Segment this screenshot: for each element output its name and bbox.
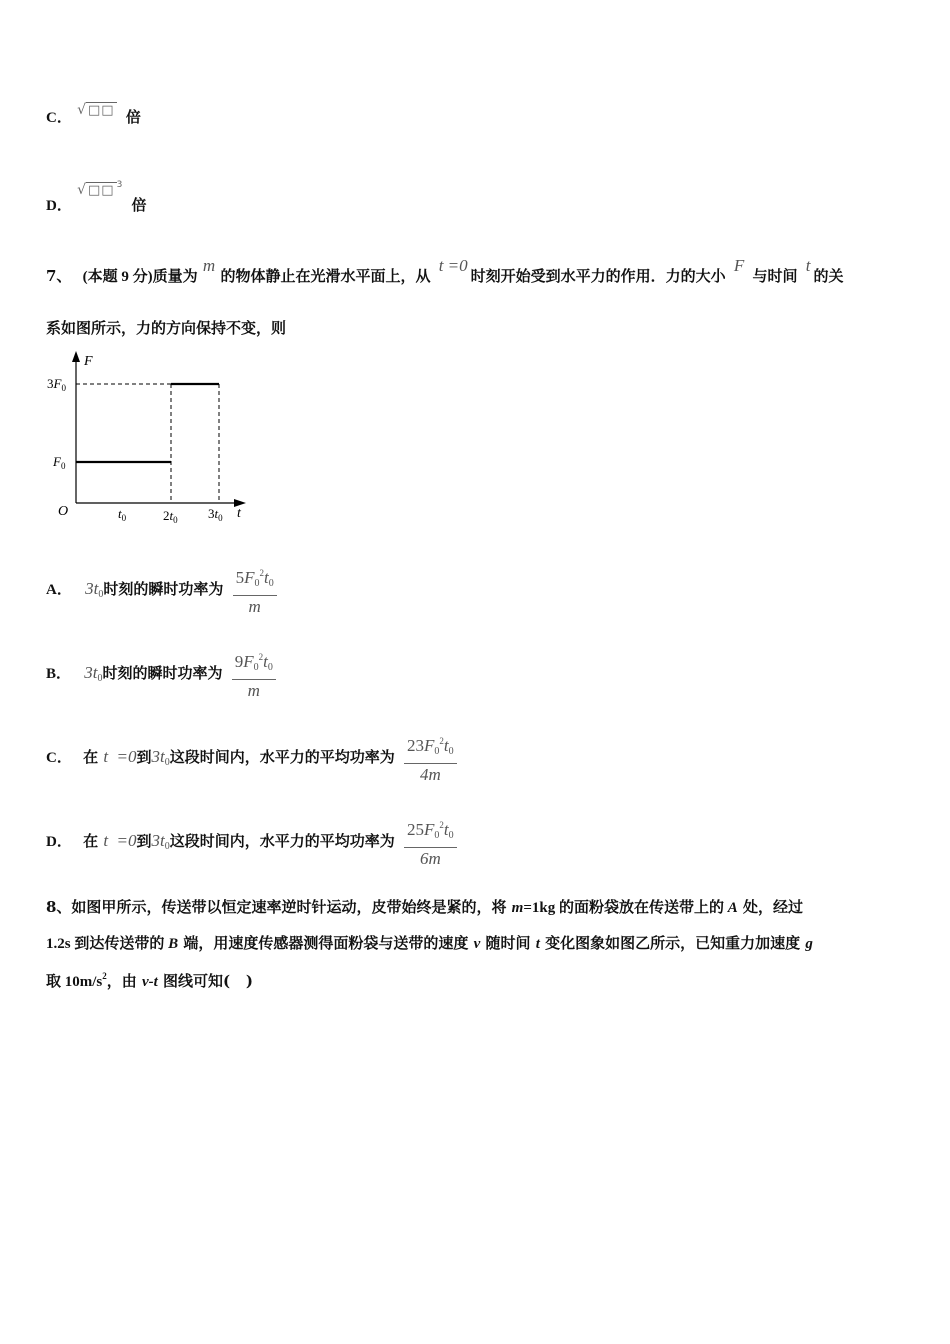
q8-line3: 取 $10m/s^2$，由 v-t 图线可知( ) [46, 971, 253, 990]
question-number: 7、 [46, 267, 72, 285]
x-axis-label: t [237, 506, 241, 521]
q7-option-a: A． $3t_0$时刻的瞬时功率为 $\frac{5F_0^2t_0}{m}$ [46, 562, 281, 618]
force-time-graph [40, 345, 255, 530]
sqrt-expression: √ □□ [77, 102, 115, 118]
t-equals-zero: t =0 [438, 256, 468, 275]
y-axis-arrow [72, 351, 80, 362]
var-t: t [805, 256, 811, 275]
q7-option-d: D． 在 t =0到$3t_0$这段时间内，水平力的平均功率为 $\frac{25F_0^2t_0}{6m}$ [46, 814, 461, 870]
fraction: $\frac{23F_0^2t_0}{4m}$ [404, 730, 457, 786]
question-score: (本题 9 分) [82, 269, 153, 285]
q7-stem-line1: 7、 (本题 9 分)质量为 m 的物体静止在光滑水平面上，从 t =0时刻开始受到水平力的作用．力的大小 F 与时间 t的关 [46, 256, 844, 285]
q6-option-d [46, 180, 147, 215]
y-axis-label: F [84, 354, 93, 369]
q8-line2: 1.2s 到达传送带的 B 端，用速度传感器测得面粉袋与送带的速度 v 随时间 t 变化图象如图乙所示，已知重力加速度 g [46, 934, 813, 952]
option-suffix: 倍 [131, 196, 147, 214]
x-tick-2t0: $2t_0$ [163, 508, 178, 525]
var-m: m [202, 256, 216, 275]
x-tick-3t0: $3t_0$ [208, 506, 223, 523]
fraction: $\frac{25F_0^2t_0}{6m}$ [404, 814, 457, 870]
x-tick-t0: $t_0$ [118, 506, 127, 523]
q7-option-c: C． 在 t =0到$3t_0$这段时间内，水平力的平均功率为 $\frac{23F_0^2t_0}{4m}$ [46, 730, 461, 786]
var-F: F [733, 256, 745, 275]
q6-option-c [46, 102, 141, 127]
option-suffix: 倍 [125, 108, 141, 126]
y-tick-3F0: $3F_0$ [47, 376, 66, 393]
fraction: $\frac{5F_0^2t_0}{m}$ [233, 562, 277, 618]
option-label: C． [46, 110, 72, 126]
y-tick-F0: $F_0$ [53, 454, 66, 471]
q7-option-b: B． $3t_0$时刻的瞬时功率为 $\frac{9F_0^2t_0}{m}$ [46, 646, 280, 702]
q8-line1: 8、如图甲所示，传送带以恒定速率逆时针运动，皮带始终是紧的，将 m=1kg 的面粉袋放在传送带上的 A 处，经过 [46, 898, 803, 916]
origin-label: O [58, 504, 69, 519]
sqrt-expression: √ □□ $^3$ [77, 180, 123, 198]
fraction: $\frac{9F_0^2t_0}{m}$ [232, 646, 276, 702]
option-label: D． [46, 198, 72, 214]
q7-stem-line2: 系如图所示，力的方向保持不变，则 [46, 319, 287, 337]
